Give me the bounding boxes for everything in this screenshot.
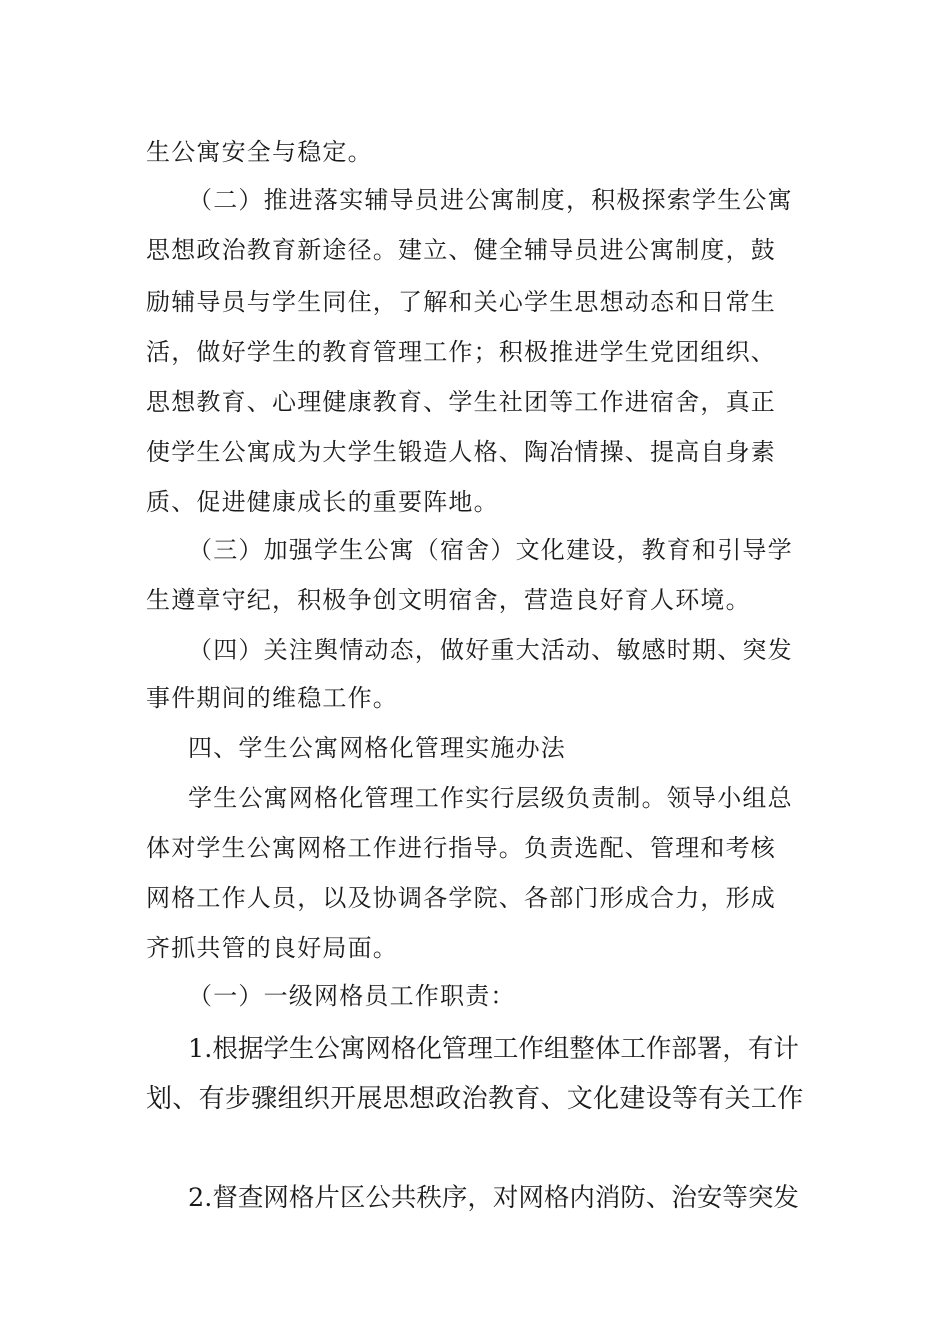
list-item: 2.督查网格片区公共秩序，对网格内消防、治安等突发 bbox=[188, 1183, 799, 1213]
section-heading: 四、学生公寓网格化管理实施办法 bbox=[188, 734, 566, 762]
text-line: 学生公寓网格化管理工作实行层级负责制。领导小组总 bbox=[188, 784, 793, 812]
subsection-heading: （一）一级网格员工作职责： bbox=[188, 982, 516, 1010]
text-line: 体对学生公寓网格工作进行指导。负责选配、管理和考核 bbox=[146, 834, 776, 862]
text-line: 齐抓共管的良好局面。 bbox=[146, 934, 398, 962]
list-item: 1.根据学生公寓网格化管理工作组整体工作部署，有计 bbox=[188, 1034, 799, 1064]
text-line: 思想政治教育新途径。建立、健全辅导员进公寓制度，鼓 bbox=[146, 236, 776, 264]
text-line: 生遵章守纪，积极争创文明宿舍，营造良好育人环境。 bbox=[146, 586, 751, 614]
text-line: 质、促进健康成长的重要阵地。 bbox=[146, 488, 499, 516]
text-line: 生公寓安全与稳定。 bbox=[146, 138, 373, 166]
text-line: 使学生公寓成为大学生锻造人格、陶冶情操、提高自身素 bbox=[146, 438, 776, 466]
text-line: （四）关注舆情动态，做好重大活动、敏感时期、突发 bbox=[188, 636, 793, 664]
text-line: 思想教育、心理健康教育、学生社团等工作进宿舍，真正 bbox=[146, 388, 776, 416]
text-line: 活，做好学生的教育管理工作；积极推进学生党团组织、 bbox=[146, 338, 776, 366]
text-line: 励辅导员与学生同住，了解和关心学生思想动态和日常生 bbox=[146, 288, 776, 316]
text-line: 事件期间的维稳工作。 bbox=[146, 684, 398, 712]
text-line: （二）推进落实辅导员进公寓制度，积极探索学生公寓 bbox=[188, 186, 793, 214]
text-line: （三）加强学生公寓（宿舍）文化建设，教育和引导学 bbox=[188, 536, 793, 564]
text-line: 划、有步骤组织开展思想政治教育、文化建设等有关工作 bbox=[146, 1084, 804, 1114]
text-line: 网格工作人员，以及协调各学院、各部门形成合力，形成 bbox=[146, 884, 776, 912]
